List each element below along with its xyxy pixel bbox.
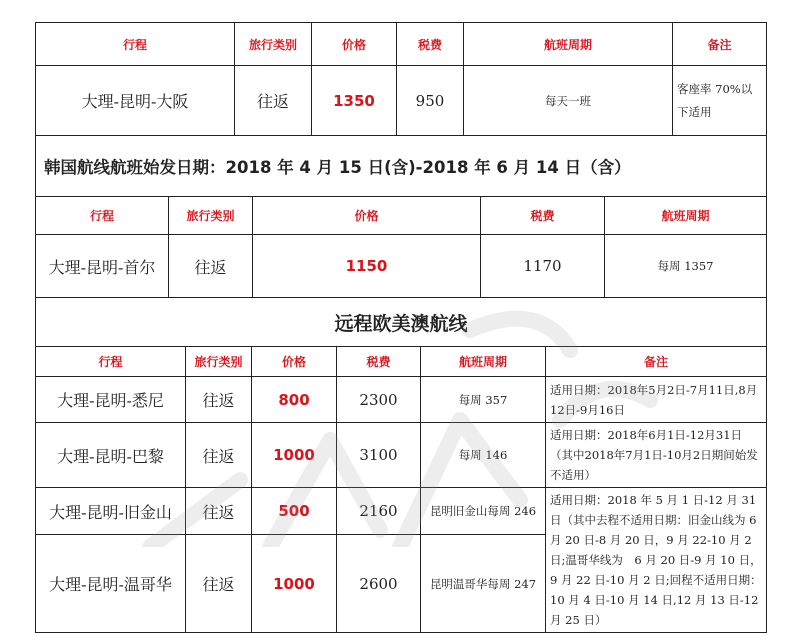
long-haul-table	[35, 297, 767, 633]
header-tax: 税费	[337, 347, 421, 377]
header-type: 旅行类别	[235, 23, 312, 66]
price-cell: 1150	[253, 235, 481, 298]
type-cell: 往返	[186, 423, 252, 488]
header-route: 行程	[36, 197, 169, 235]
table-row	[36, 488, 767, 535]
schedule-cell: 每周 1357	[605, 235, 767, 298]
route-cell: 大理-昆明-大阪	[36, 66, 235, 136]
price-cell: 1000	[252, 423, 337, 488]
header-schedule: 航班周期	[605, 197, 767, 235]
header-route: 行程	[36, 347, 186, 377]
korea-table	[35, 135, 767, 298]
type-cell: 往返	[186, 535, 252, 633]
header-price: 价格	[253, 197, 481, 235]
table-row	[36, 235, 767, 298]
schedule-cell: 每天一班	[464, 66, 673, 136]
type-cell: 往返	[235, 66, 312, 136]
schedule-cell: 昆明旧金山每周 246	[421, 488, 546, 535]
price-cell: 1350	[312, 66, 397, 136]
note-cell: 适用日期：2018年6月1日-12月31日（其中2018年7月1日-10月2日期间始发不适用）	[546, 423, 767, 488]
tax-cell: 2300	[337, 377, 421, 423]
tax-cell: 3100	[337, 423, 421, 488]
schedule-cell: 每周 357	[421, 377, 546, 423]
type-cell: 往返	[169, 235, 253, 298]
tax-cell: 950	[397, 66, 464, 136]
header-tax: 税费	[481, 197, 605, 235]
section-title-row	[36, 298, 767, 347]
long-haul-section-title: 远程欧美澳航线	[36, 298, 767, 347]
note-cell: 适用日期：2018年5月2日-7月11日,8月12日-9月16日	[546, 377, 767, 423]
header-price: 价格	[252, 347, 337, 377]
table-header-row	[36, 197, 767, 235]
route-cell: 大理-昆明-首尔	[36, 235, 169, 298]
table-row	[36, 66, 767, 136]
price-cell: 500	[252, 488, 337, 535]
route-cell: 大理-昆明-温哥华	[36, 535, 186, 633]
type-cell: 往返	[186, 377, 252, 423]
shared-note-cell: 适用日期：2018 年 5 月 1 日-12 月 31 日（其中去程不适用日期：旧金山线为 6 月 20 日-8 月 20 日，9 月 22-10 月 2 日;温哥华线为 6 月 20 日-9 月 10 日，9 月 22 日-10 月 2 日;回程不适用日期：10 月 4 日-10 月 14 日,12 月 13 日-12 月 25 日）	[546, 488, 767, 633]
schedule-cell: 昆明温哥华每周 247	[421, 535, 546, 633]
header-price: 价格	[312, 23, 397, 66]
schedule-cell: 每周 146	[421, 423, 546, 488]
tax-cell: 2160	[337, 488, 421, 535]
header-note: 备注	[546, 347, 767, 377]
table-row	[36, 423, 767, 488]
osaka-table	[35, 22, 767, 136]
tax-cell: 2600	[337, 535, 421, 633]
table-header-row	[36, 23, 767, 66]
header-schedule: 航班周期	[421, 347, 546, 377]
price-cell: 1000	[252, 535, 337, 633]
header-tax: 税费	[397, 23, 464, 66]
table-row	[36, 377, 767, 423]
price-cell: 800	[252, 377, 337, 423]
header-type: 旅行类别	[169, 197, 253, 235]
header-note: 备注	[673, 23, 767, 66]
header-schedule: 航班周期	[464, 23, 673, 66]
tax-cell: 1170	[481, 235, 605, 298]
route-cell: 大理-昆明-旧金山	[36, 488, 186, 535]
korea-section-title: 韩国航线航班始发日期：2018 年 4 月 15 日(含)-2018 年 6 月 14 日（含）	[36, 136, 767, 197]
header-route: 行程	[36, 23, 235, 66]
note-cell: 客座率 70%以下适用	[673, 66, 767, 136]
table-header-row	[36, 347, 767, 377]
section-title-row	[36, 136, 767, 197]
header-type: 旅行类别	[186, 347, 252, 377]
route-cell: 大理-昆明-悉尼	[36, 377, 186, 423]
route-cell: 大理-昆明-巴黎	[36, 423, 186, 488]
type-cell: 往返	[186, 488, 252, 535]
